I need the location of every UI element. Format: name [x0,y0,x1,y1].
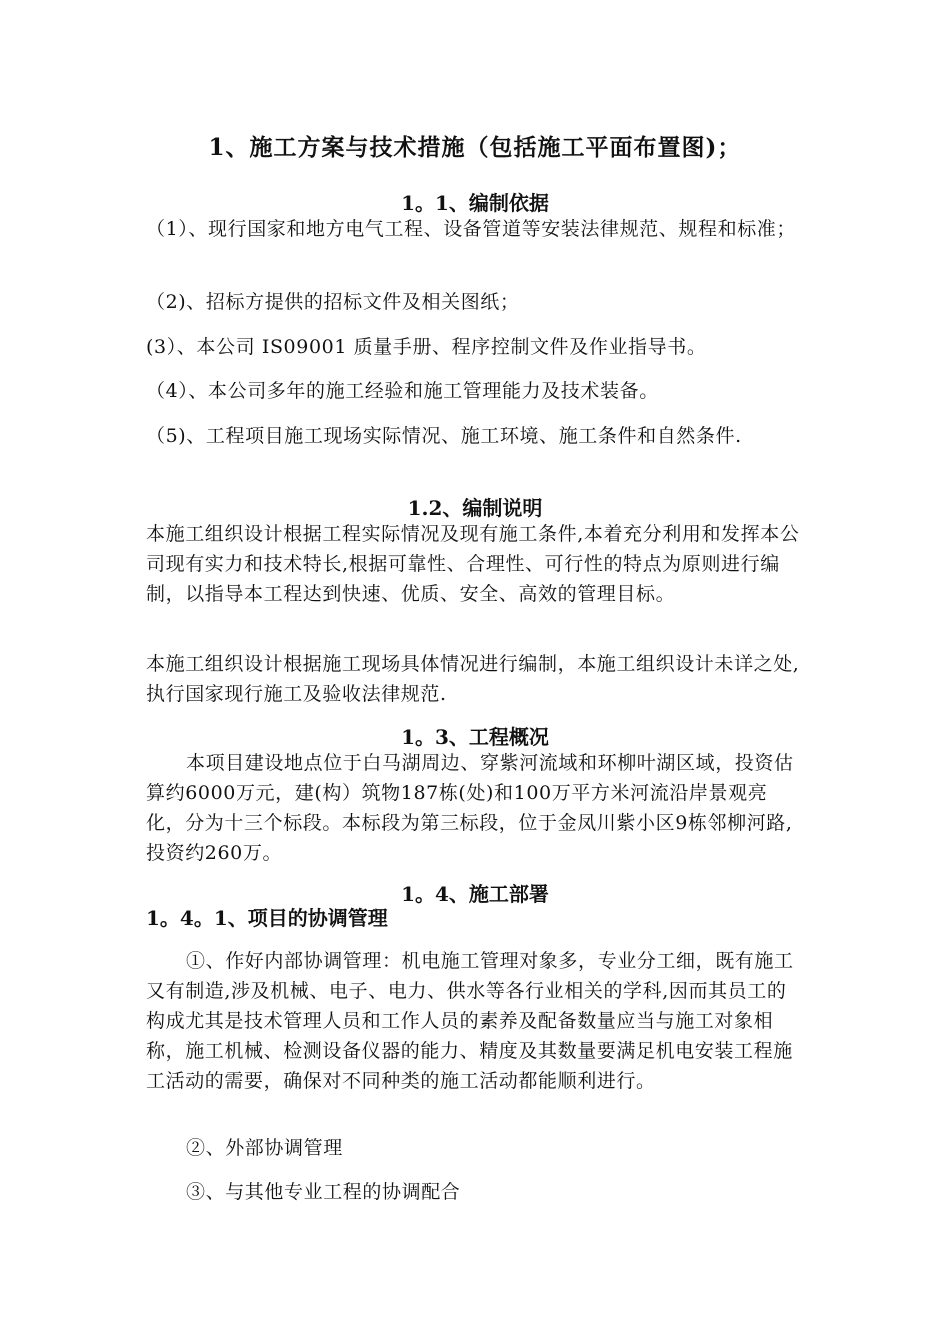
section-heading-1-2: 1.2、编制说明 [407,496,543,520]
coordination-item-external: ②、外部协调管理 [186,1137,343,1159]
compile-note-paragraph-1: 本施工组织设计根据工程实际情况及现有施工条件,本着充分利用和发挥本公司现有实力和技术特长,根据可靠性、合理性、可行性的特点为原则进行编制，以指导本工程达到快速、优质、安全、高效的管理目标。 [146,523,800,605]
basis-item-3: (3）、本公司 IS09001 质量手册、程序控制文件及作业指导书。 [146,336,707,358]
basis-item-4: （4）、本公司多年的施工经验和施工管理能力及技术装备。 [146,380,659,402]
document-title: 1、施工方案与技术措施（包括施工平面布置图)； [208,134,742,161]
coordination-paragraph-internal: ①、作好内部协调管理：机电施工管理对象多，专业分工细，既有施工又有制造,涉及机械、电子、电力、供水等各行业相关的学科,因而其员工的构成尤其是技术管理人员和工作人员的素养及配备数量应当与施工对象相称，施工机械、检测设备仪器的能力、精度及其数量要满足机电安装工程施工活动的需要，确保对不同种类的施工活动都能顺利进行。 [146,950,794,1092]
section-heading-1-3: 1。3、工程概况 [401,725,549,749]
section-heading-1-1: 1。1、编制依据 [401,191,549,215]
compile-note-paragraph-2: 本施工组织设计根据施工现场具体情况进行编制，本施工组织设计未详之处,执行国家现行施工及验收法律规范. [146,653,800,705]
subsection-heading-1-4-1: 1。4。1、项目的协调管理 [146,906,388,930]
section-heading-1-4: 1。4、施工部署 [401,882,549,906]
coordination-item-other-trades: ③、与其他专业工程的协调配合 [186,1181,461,1203]
basis-item-2: （2)、招标方提供的招标文件及相关图纸； [146,291,520,313]
basis-item-1: （1）、现行国家和地方电气工程、设备管道等安装法律规范、规程和标准； [146,218,796,240]
project-overview-paragraph: 本项目建设地点位于白马湖周边、穿紫河流域和环柳叶湖区域，投资估算约6000万元，建(构）筑物187栋(处)和100万平方米河流沿岸景观亮化，分为十三个标段。本标段为第三标段，位于金凤川紫小区9栋邻柳河路,投资约260万。 [146,752,794,864]
basis-item-5: （5)、工程项目施工现场实际情况、施工环境、施工条件和自然条件. [146,425,742,447]
